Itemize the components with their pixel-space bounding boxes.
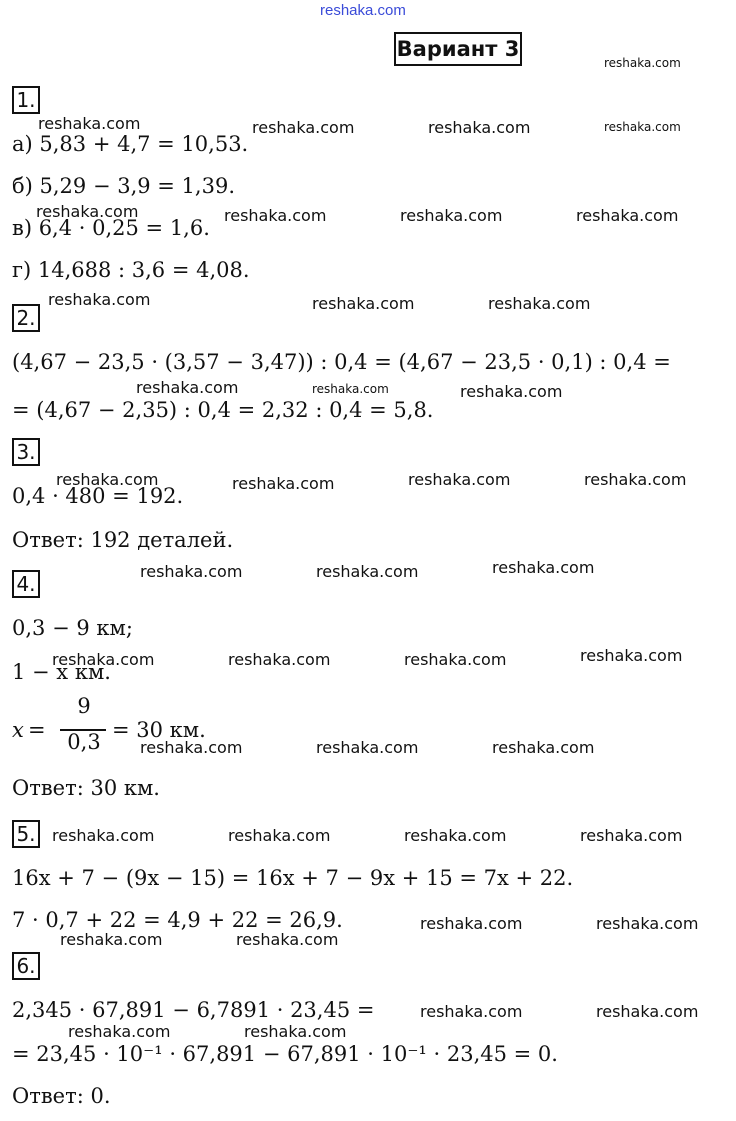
watermark: reshaka.com	[576, 206, 679, 225]
watermark: reshaka.com	[48, 290, 151, 309]
watermark: reshaka.com	[56, 470, 159, 489]
watermark: reshaka.com	[252, 118, 355, 137]
task5-line-2: 7 · 0,7 + 22 = 4,9 + 22 = 26,9.	[12, 908, 343, 932]
watermark: reshaka.com	[52, 650, 155, 669]
watermark: reshaka.com	[228, 650, 331, 669]
watermark: reshaka.com	[420, 1002, 523, 1021]
watermark: reshaka.com	[604, 56, 681, 70]
watermark: reshaka.com	[404, 650, 507, 669]
task2-line-2: = (4,67 − 2,35) : 0,4 = 2,32 : 0,4 = 5,8.	[12, 398, 434, 422]
task4-line-1: 0,3 − 9 км;	[12, 616, 133, 640]
fraction-result: = 30 км.	[112, 718, 206, 742]
task3-answer: Ответ: 192 деталей.	[12, 528, 234, 552]
watermark: reshaka.com	[400, 206, 503, 225]
fraction-denominator: 0,3	[67, 730, 101, 754]
watermark: reshaka.com	[596, 914, 699, 933]
watermark: reshaka.com	[420, 914, 523, 933]
watermark: reshaka.com	[492, 558, 595, 577]
watermark: reshaka.com	[140, 562, 243, 581]
watermark: reshaka.com	[140, 738, 243, 757]
task6-line-2: = 23,45 · 10⁻¹ · 67,891 − 67,891 · 10⁻¹ · 23,45 = 0.	[12, 1042, 558, 1066]
task-number-6: 6.	[12, 952, 40, 980]
watermark: reshaka.com	[232, 474, 335, 493]
task-number-4: 4.	[12, 570, 40, 598]
watermark: reshaka.com	[604, 120, 681, 134]
watermark: reshaka.com	[404, 826, 507, 845]
task4-answer: Ответ: 30 км.	[12, 776, 160, 800]
task2-line-1: (4,67 − 23,5 · (3,57 − 3,47)) : 0,4 = (4,67 − 23,5 · 0,1) : 0,4 =	[12, 350, 671, 374]
task3-line-1: 0,4 · 480 = 192.	[12, 484, 184, 508]
watermark: reshaka.com	[38, 114, 141, 133]
task1-line-g: г) 14,688 : 3,6 = 4,08.	[12, 258, 250, 282]
task6-line-1: 2,345 · 67,891 − 6,7891 · 23,45 =	[12, 998, 375, 1022]
task1-line-v: в) 6,4 · 0,25 = 1,6.	[12, 216, 210, 240]
watermark: reshaka.com	[136, 378, 239, 397]
watermark: reshaka.com	[316, 738, 419, 757]
task-number-1: 1.	[12, 86, 40, 114]
watermark: reshaka.com	[428, 118, 531, 137]
watermark: reshaka.com	[224, 206, 327, 225]
watermark: reshaka.com	[460, 382, 563, 401]
task-number-2: 2.	[12, 304, 40, 332]
watermark: reshaka.com	[68, 1022, 171, 1041]
task-number-5: 5.	[12, 820, 40, 848]
watermark: reshaka.com	[596, 1002, 699, 1021]
watermark: reshaka.com	[316, 562, 419, 581]
fraction-variable: x	[12, 718, 24, 742]
watermark: reshaka.com	[228, 826, 331, 845]
watermark: reshaka.com	[60, 930, 163, 949]
task-number-3: 3.	[12, 438, 40, 466]
task1-line-b: б) 5,29 − 3,9 = 1,39.	[12, 174, 235, 198]
watermark: reshaka.com	[52, 826, 155, 845]
watermark: reshaka.com	[580, 646, 683, 665]
watermark: reshaka.com	[408, 470, 511, 489]
watermark: reshaka.com	[492, 738, 595, 757]
fraction-equals: =	[28, 718, 46, 742]
watermark: reshaka.com	[312, 294, 415, 313]
variant-title: Вариант 3	[394, 32, 522, 66]
task6-answer: Ответ: 0.	[12, 1084, 111, 1108]
top-watermark: reshaka.com	[320, 2, 406, 19]
watermark: reshaka.com	[584, 470, 687, 489]
watermark: reshaka.com	[580, 826, 683, 845]
task1-line-a: а) 5,83 + 4,7 = 10,53.	[12, 132, 249, 156]
watermark: reshaka.com	[36, 202, 139, 221]
task4-line-2: 1 − x км.	[12, 660, 111, 684]
watermark: reshaka.com	[244, 1022, 347, 1041]
watermark: reshaka.com	[488, 294, 591, 313]
watermark: reshaka.com	[236, 930, 339, 949]
fraction-numerator: 9	[77, 694, 91, 718]
task5-line-1: 16x + 7 − (9x − 15) = 16x + 7 − 9x + 15 = 7x + 22.	[12, 866, 574, 890]
watermark: reshaka.com	[312, 382, 389, 396]
